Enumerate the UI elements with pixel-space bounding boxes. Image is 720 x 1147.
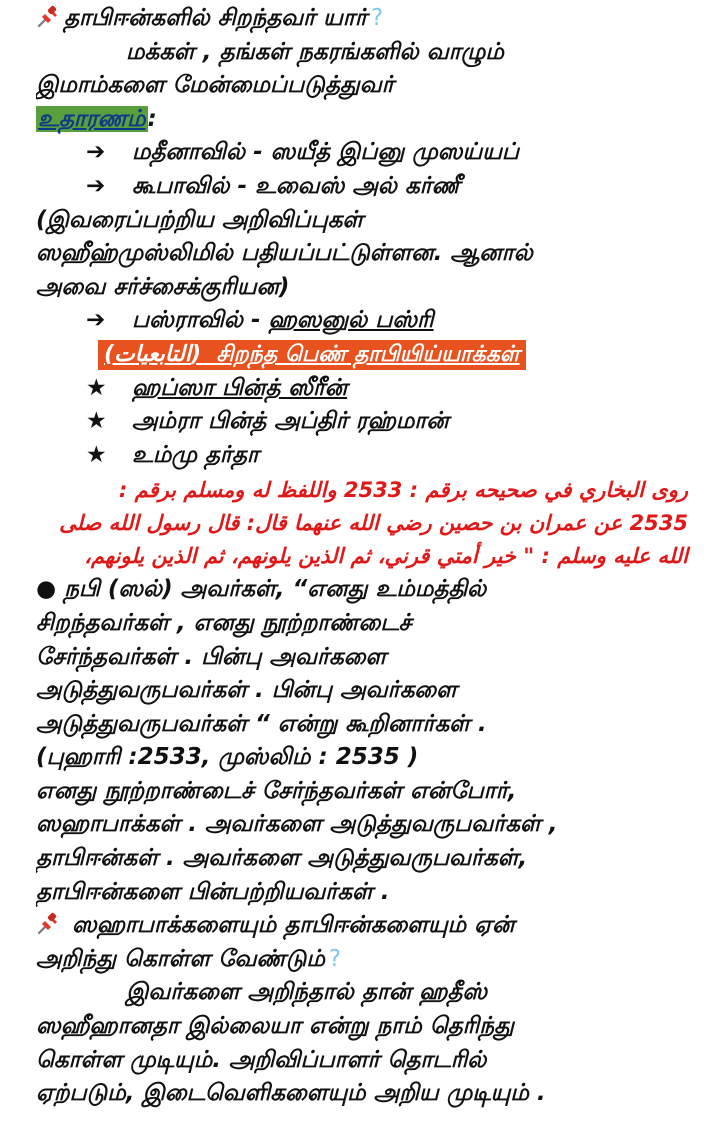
star-item-text: உம்மு தர்தா [132,441,259,468]
explanation-line-4: தாபிஈன்களை பின்பற்றியவர்கள் . [36,878,390,905]
arabic-hadith-line-3: الله عليه وسلم : " خير أمتي قرني، ثم الذين يلونهم، ثم الذين يلونهم، [84,544,688,569]
translation-line-1: ● நபி (ஸல்) அவர்கள், “எனது உம்மத்தில் [36,576,487,603]
explanation-line-2: ஸஹாபாக்கள் . அவர்களை அடுத்துவருபவர்கள் , [36,811,558,838]
arrow-item-name: ஹஸனுல் பஸ்ரி [268,307,434,334]
translation-text: சிறந்தவர்கள் , எனது நூற்றாண்டைச் [36,609,412,636]
pushpin-icon [36,910,62,936]
translation-citation: (புஹாரி :2533, முஸ்லிம் : 2535 ) [36,744,419,771]
arabic-hadith-line-1: روى البخاري في صحيحه برقم : 2533 واللفظ له ومسلم برقم : [118,478,688,503]
arrow-item-prefix: பஸ்ராவில் - [132,307,269,334]
arrow-item-text: கூபாவில் - உவைஸ் அல் கர்ணீ [132,172,460,199]
heading-line [36,2,692,36]
example-colon: : [147,105,157,132]
answer-line-1: இவர்களை அறிந்தால் தான் ஹதீஸ் [126,979,488,1006]
arrow-icon: ➔ [86,307,106,334]
star-icon: ★ [86,408,107,435]
pushpin-icon [36,3,62,29]
star-item [36,405,692,439]
section-banner [98,340,526,370]
explanation-line-1: எனது நூற்றாண்டைச் சேர்ந்தவர்கள் என்போர், [36,777,517,804]
translation-line-5: அடுத்துவருபவர்கள் “ என்று கூறினார்கள் . [36,710,487,737]
star-icon: ★ [86,441,107,468]
question2-text: ஸஹாபாக்களையும் தாபிஈன்களையும் ஏன் [72,912,515,939]
banner-tamil: சிறந்த பெண் தாபியிய்யாக்கள் [216,341,520,367]
question-mark-icon: ? [370,5,384,31]
question2-line-2 [36,943,692,977]
banner-arabic: (التابعيات) [104,341,202,367]
note-line-1: (இவரைப்பற்றிய அறிவிப்புகள் [36,206,364,233]
arrow-icon: ➔ [86,139,106,166]
intro-line-2: இமாம்களை மேன்மைப்படுத்துவர் [36,72,394,99]
arrow-item [36,136,692,170]
explanation-line-3: தாபிஈன்கள் . அவர்களை அடுத்துவருபவர்கள், [36,845,528,872]
example-label: உதாரணம் [38,105,146,132]
question2-text: அறிந்து கொள்ள வேண்டும் [36,945,325,972]
answer-line-4: ஏற்படும், இடைவெளிகளையும் அறிய முடியும் . [36,1080,546,1107]
question-mark-icon: ? [328,945,342,972]
star-item-text: ஹப்ஸா பின்த் ஸீரீன் [132,374,348,401]
banner-line [36,338,692,372]
arrow-item [36,170,692,204]
arabic-hadith-line-2: 2535 عن عمران بن حصين رضي الله عنهما قال: قال رسول الله صلى [59,511,688,536]
translation-line-3: சேர்ந்தவர்கள் . பின்பு அவர்களை [36,643,387,670]
question2-line-1 [36,909,692,943]
note-line-3: அவை சர்ச்சைக்குரியன) [36,273,290,300]
translation-line-2 [36,607,692,641]
answer-line-3: கொள்ள முடியும். அறிவிப்பாளர் தொடரில் [36,1046,487,1073]
arrow-icon: ➔ [86,172,106,199]
arrow-item [36,304,692,338]
example-line [36,103,692,137]
star-item [36,372,692,406]
star-item-text: அம்ரா பின்த் அப்திர் ரஹ்மான் [132,408,449,435]
translation-line-4: அடுத்துவருபவர்கள் . பின்பு அவர்களை [36,677,457,704]
note-line-2: ஸஹீஹ்முஸ்லிமில் பதியப்பட்டுள்ளன. ஆனால் [36,240,533,267]
page-heading: தாபிஈன்களில் சிறந்தவர் யார் [64,5,367,31]
intro-line-1: மக்கள் , தங்கள் நகரங்களில் வாழும் [126,38,504,65]
answer-line-2: ஸஹீஹானதா இல்லையா என்று நாம் தெரிந்து [36,1013,514,1040]
star-item [36,439,692,473]
arrow-item-text: மதீனாவில் - ஸயீத் இப்னு முஸய்யப் [132,139,520,166]
star-icon: ★ [86,374,107,401]
